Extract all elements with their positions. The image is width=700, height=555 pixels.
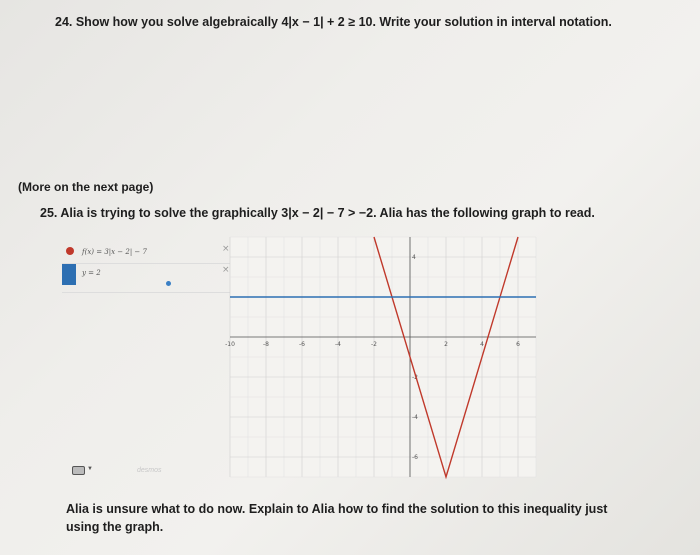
- x-tick-label: -8: [263, 341, 269, 348]
- x-tick-label: -2: [371, 341, 377, 348]
- expression-row-y[interactable]: [62, 263, 230, 293]
- desmos-watermark: desmos: [137, 467, 162, 474]
- graph-plot-area: [225, 237, 536, 477]
- x-tick-label: 2: [444, 341, 448, 348]
- expression-f-text: f(x) = 3|x − 2| − 7: [82, 248, 147, 256]
- close-icon[interactable]: ×: [222, 244, 230, 254]
- expression-y-text: y = 2: [82, 269, 101, 277]
- graph-color-icon[interactable]: [62, 264, 76, 285]
- expression-row-f[interactable]: [62, 243, 230, 262]
- more-on-next-page-note: (More on the next page): [18, 180, 154, 194]
- chevron-down-icon[interactable]: ▼: [87, 466, 93, 472]
- x-tick-label: -10: [225, 341, 235, 348]
- x-tick-label: 4: [480, 341, 484, 348]
- y-tick-label: -4: [412, 414, 418, 421]
- graph-color-icon[interactable]: [66, 247, 74, 255]
- expression-list: [62, 237, 230, 477]
- question-25-prompt: Alia is unsure what to do now. Explain to Alia how to find the solution to this inequality just using the graph.: [66, 502, 608, 534]
- keyboard-icon[interactable]: [72, 466, 85, 475]
- y-tick-label: -6: [412, 454, 418, 461]
- y-tick-label: 4: [412, 254, 416, 261]
- x-tick-label: 6: [516, 341, 520, 348]
- question-24: 24. Show how you solve algebraically 4|x − 1| + 2 ≥ 10. Write your solution in interval notation.: [55, 15, 612, 29]
- x-tick-label: -4: [335, 341, 341, 348]
- x-tick-label: -6: [299, 341, 305, 348]
- close-icon[interactable]: ×: [222, 265, 230, 275]
- slider-point-icon[interactable]: [166, 281, 171, 286]
- question-25: 25. Alia is trying to solve the graphically 3|x − 2| − 7 > −2. Alia has the following graph to read.: [40, 206, 595, 220]
- desmos-graph-screenshot: [62, 237, 536, 477]
- y-tick-label: -2: [412, 374, 418, 381]
